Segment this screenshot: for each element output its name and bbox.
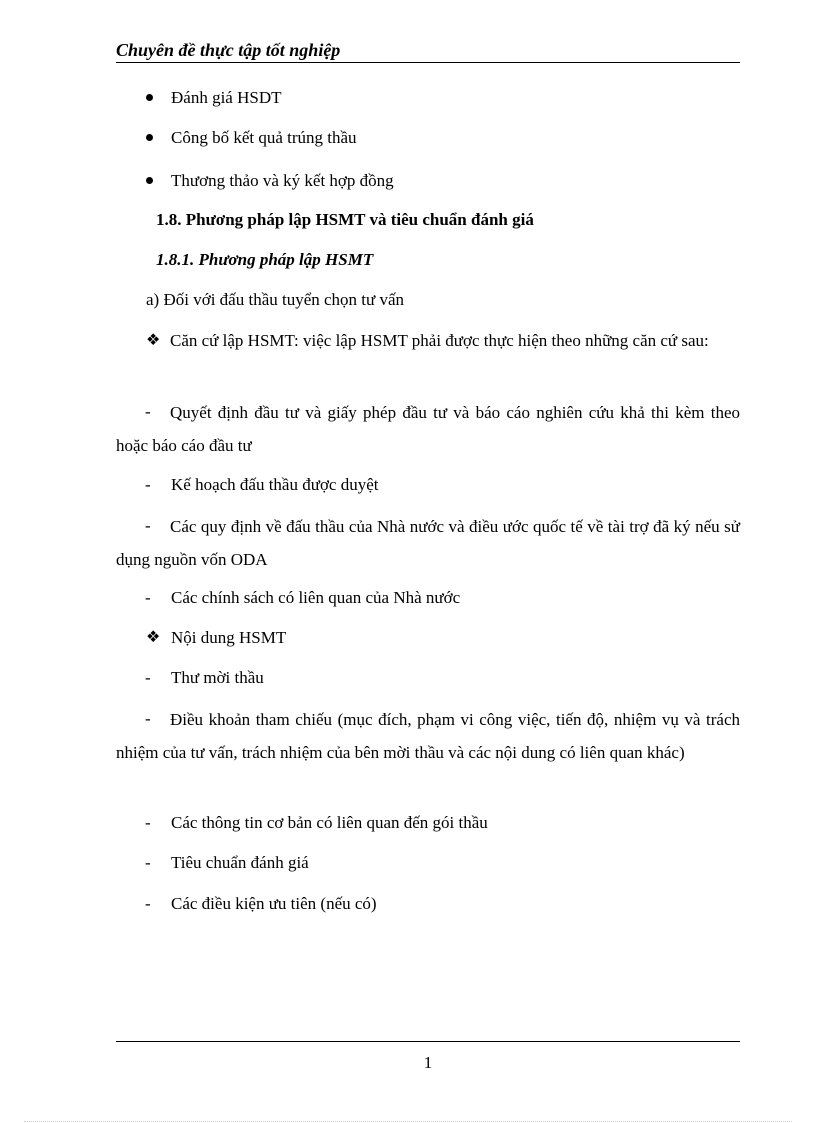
bullet-item: Đánh giá HSDT xyxy=(171,88,282,107)
bullet-icon xyxy=(146,134,153,141)
basis-item: Kế hoạch đấu thầu được duyệt xyxy=(171,475,379,494)
dash-marker: - xyxy=(145,853,151,872)
basis-item: Các chính sách có liên quan của Nhà nước xyxy=(171,588,461,607)
bullet-item: Công bố kết quả trúng thầu xyxy=(171,128,357,147)
content-heading: Nội dung HSMT xyxy=(171,628,287,647)
page-number: 1 xyxy=(423,1053,433,1072)
content-item: Các thông tin cơ bản có liên quan đến gói thầu xyxy=(171,813,488,832)
bullet-icon xyxy=(146,94,153,101)
basis-item: Các quy định về đấu thầu của Nhà nước và điều ước quốc tế về tài trợ đã ký nếu sử dụng nguồn vốn ODA xyxy=(116,517,740,569)
dash-marker: - xyxy=(145,709,151,728)
paragraph-basis-intro: Căn cứ lập HSMT: việc lập HSMT phải được thực hiện theo những căn cứ sau: xyxy=(170,331,709,350)
footer-rule xyxy=(116,1041,740,1042)
header-title: Chuyên đề thực tập tốt nghiệp xyxy=(116,40,341,60)
diamond-bullet-icon: ❖ xyxy=(146,330,161,349)
page-edge-divider xyxy=(24,1121,792,1122)
dash-marker: - xyxy=(145,894,151,913)
dash-marker: - xyxy=(145,588,151,607)
dash-marker: - xyxy=(145,475,151,494)
bullet-item: Thương thảo và ký kết hợp đồng xyxy=(171,171,394,190)
dash-marker: - xyxy=(145,402,151,421)
content-item: Điều khoản tham chiếu (mục đích, phạm vi công việc, tiến độ, nhiệm vụ và trách nhiệm của tư vấn, trách nhiệm của bên mời thầu và các nội dung có liên quan khác) xyxy=(116,710,740,762)
bullet-icon xyxy=(146,177,153,184)
subsection-heading: 1.8.1. Phương pháp lập HSMT xyxy=(156,250,374,269)
content-item: Tiêu chuẩn đánh giá xyxy=(171,853,309,872)
dash-marker: - xyxy=(145,668,151,687)
content-item: Thư mời thầu xyxy=(171,668,264,687)
dash-marker: - xyxy=(145,813,151,832)
basis-item: Quyết định đầu tư và giấy phép đầu tư và báo cáo nghiên cứu khả thi kèm theo hoặc báo cáo đầu tư xyxy=(116,403,740,455)
section-heading: 1.8. Phương pháp lập HSMT và tiêu chuẩn đánh giá xyxy=(156,210,534,229)
subsection-a: a) Đối với đấu thầu tuyển chọn tư vấn xyxy=(146,290,405,309)
content-item: Các điều kiện ưu tiên (nếu có) xyxy=(171,894,377,913)
dash-marker: - xyxy=(145,516,151,535)
diamond-bullet-icon: ❖ xyxy=(146,627,161,646)
page-header xyxy=(116,38,740,63)
